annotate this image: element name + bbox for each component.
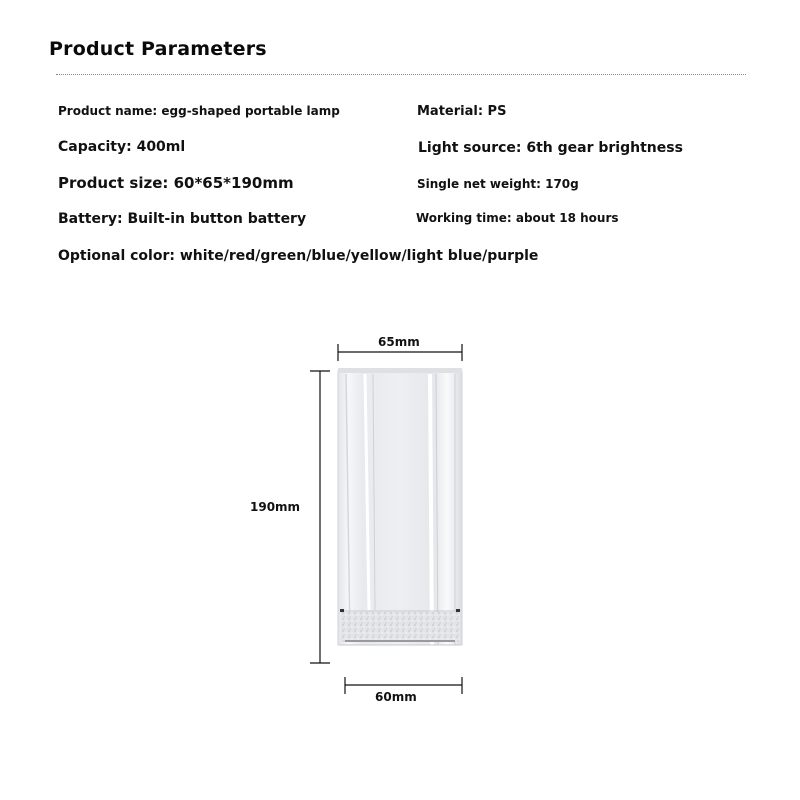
top-width-label: 65mm bbox=[378, 335, 420, 349]
glass-body bbox=[338, 368, 462, 645]
param-net-weight: Single net weight: 170g bbox=[417, 177, 579, 191]
param-material: Material: PS bbox=[417, 104, 507, 119]
height-label: 190mm bbox=[250, 500, 301, 514]
height-dimension-line bbox=[310, 371, 330, 663]
page-title: Product Parameters bbox=[49, 38, 267, 60]
param-optional-color: Optional color: white/red/green/blue/yellow/light blue/purple bbox=[58, 248, 539, 264]
param-capacity: Capacity: 400ml bbox=[58, 139, 186, 155]
bottom-width-label: 60mm bbox=[375, 690, 417, 704]
param-product-name: Product name: egg-shaped portable lamp bbox=[58, 104, 340, 118]
param-working-time: Working time: about 18 hours bbox=[416, 211, 619, 225]
param-light-source: Light source: 6th gear brightness bbox=[418, 140, 683, 156]
param-product-size: Product size: 60*65*190mm bbox=[58, 174, 294, 192]
param-battery: Battery: Built-in button battery bbox=[58, 211, 307, 227]
